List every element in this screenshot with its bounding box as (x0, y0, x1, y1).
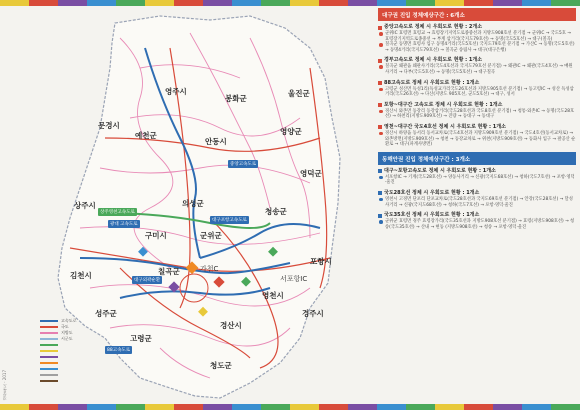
detour-item-head (378, 190, 576, 197)
place-yeongju: 영주시 (165, 87, 187, 96)
legend-swatch (40, 344, 58, 346)
stripe-segment (232, 404, 261, 410)
legend-swatch (40, 350, 58, 352)
map-legend (40, 318, 100, 384)
road-map (10, 8, 375, 403)
detour-route-label: 경산시 와촌면 동강리 동강삼거리(국도28호선과 국도8호선 분기점) → 청통·와촌IC → 동명(국도28호선) → 하천리(지방도909호선) → 진량 → 동대구 → 동대구 (385, 108, 575, 120)
detour-route-text (378, 219, 576, 230)
detour-item (378, 57, 576, 75)
legend-label: 고속도로 (61, 318, 77, 323)
bottom-color-stripe (0, 404, 580, 410)
place-goryeong: 고령군 (130, 334, 152, 343)
route-badge-sangju-yeongcheon: 상주영천고속도로 (100, 210, 135, 215)
detour-route-text (378, 42, 576, 53)
place-yeongdeok: 영덕군 (300, 169, 322, 178)
stripe-segment (29, 404, 58, 410)
place-gunwi: 군위군 (200, 231, 222, 240)
stripe-segment (406, 404, 435, 410)
square-bullet-icon (378, 59, 382, 63)
detour-item-title: 88고속도로 정체 시 우회도로 현황 : 1개소 (384, 79, 480, 86)
place-gyeongsan: 경산시 (220, 321, 242, 330)
circle-bullet-icon (379, 132, 383, 136)
stripe-segment (203, 404, 232, 410)
circle-bullet-icon (379, 32, 383, 36)
stripe-segment (87, 0, 116, 6)
detour-item (378, 190, 576, 208)
legend-swatch (40, 356, 58, 358)
detour-route-text (378, 197, 576, 208)
route-badge-daegu-pohang: 대구포항고속도로 (212, 218, 247, 223)
stripe-segment (261, 0, 290, 6)
place-pohang: 포항시 (310, 257, 332, 266)
legend-label: 국도 (61, 324, 69, 329)
detour-item-head (378, 124, 576, 131)
square-bullet-icon (378, 125, 382, 129)
detour-item-title: 영천~대구간 국도4호선 정체 시 우회도로 현황 : 1개소 (384, 123, 506, 130)
stripe-segment (145, 0, 174, 6)
legend-label: 시군도 (61, 336, 73, 341)
circle-bullet-icon (379, 220, 383, 224)
place-bonghwa: 봉화군 (225, 94, 247, 103)
detour-item-head (378, 168, 576, 175)
place-sangju: 상주시 (74, 201, 96, 210)
square-bullet-icon (378, 26, 382, 30)
place-gimcheon: 김천시 (70, 271, 92, 280)
square-bullet-icon (378, 81, 382, 85)
detour-route-text (378, 175, 576, 186)
detour-route-text (378, 87, 576, 98)
place-uiseong: 의성군 (182, 199, 204, 208)
place-gyeongju: 경주시 (302, 309, 324, 318)
section-daegu-items (378, 24, 576, 148)
place-yecheon: 예천군 (135, 131, 157, 140)
place-seongju: 성주군 (95, 309, 117, 318)
place-gacheon-ic: 가천C (200, 265, 219, 273)
circle-bullet-icon (379, 176, 383, 180)
detour-item-title: 국도28호선 정체 시 우회도로 현황 : 1개소 (384, 189, 480, 196)
legend-swatch (40, 368, 58, 370)
place-seopohang-ic: 서포항IC (280, 275, 308, 283)
side-info-text: 경상북도 · 2017 (2, 370, 7, 400)
stripe-segment (29, 0, 58, 6)
square-bullet-icon (378, 214, 382, 218)
detour-item-title: 대구~포항고속도로 정체 시 우회도로 현황 : 1개소 (384, 167, 496, 174)
route-badge-gwangdae: 광대 고속도로 (110, 222, 138, 227)
stripe-segment (261, 404, 290, 410)
stripe-segment (290, 404, 319, 410)
stripe-segment (348, 0, 377, 6)
route-badge-daegu-outer: 대구외곽순환 (134, 278, 161, 283)
section-daegu-title: 대구권 진입 정체예상구간 : 6개소 (378, 8, 576, 21)
stripe-segment (0, 0, 29, 6)
circle-bullet-icon (379, 198, 383, 202)
stripe-segment (493, 404, 522, 410)
stripe-segment (522, 404, 551, 410)
stripe-segment (290, 0, 319, 6)
place-gumi: 구미시 (145, 231, 167, 240)
place-chilgok: 칠곡군 (158, 267, 180, 276)
circle-bullet-icon (379, 43, 383, 47)
legend-label: 지방도 (61, 330, 73, 335)
stripe-segment (319, 404, 348, 410)
square-bullet-icon (378, 103, 382, 107)
stripe-segment (348, 404, 377, 410)
circle-bullet-icon (379, 88, 383, 92)
stripe-segment (87, 404, 116, 410)
detour-item-head (378, 102, 576, 109)
top-color-stripe (0, 0, 580, 6)
detour-item-title: 포항~대구간 고속도로 정체 시 우회도로 현황 : 1개소 (384, 101, 503, 108)
stripe-segment (319, 0, 348, 6)
stripe-segment (435, 404, 464, 410)
stripe-segment (145, 404, 174, 410)
detour-route-label: 영천시 고경면 단포리 단포교차로(국도28호선과 국지도69호선 분기점) → 안강(국도28호선) → 달성사거리 → 신광(국지도68호선) → 청하(국도7호선) → 포항·영덕·울진 (385, 196, 573, 208)
detour-route-label: 경산시 하양읍 동서리 동서교차로(국도4호선과 지방도909호선 분기점) → 국도4호선(동서교차로) → 와촌방면(지방도909호선) → 청천 → 동강교차로 → 위천(지방도909호선) → 동화사 입구 → 팔공산 순환로 → 대구(파계사방면) (385, 130, 576, 148)
place-cheongsong: 청송군 (265, 207, 287, 216)
stripe-segment (58, 0, 87, 6)
detour-item-title: 중앙고속도로 정체 시 우회도로 현황 : 2개소 (384, 24, 483, 30)
detour-route-label: 칠곡군 동명면 효령사 입구 동명4거리(국도5호선) 국지도79호선 분기점 → 가산C → 동명(국도5호선) → 동명4거리(국지도79호선) → 칠곡군 송림사 → 대구(대구은행) (385, 42, 575, 53)
stripe-segment (551, 404, 580, 410)
section-east-coast-items (378, 168, 576, 231)
detour-item (378, 102, 576, 120)
square-bullet-icon (378, 169, 382, 173)
stripe-segment (174, 404, 203, 410)
detour-item (378, 80, 576, 98)
stripe-segment (435, 0, 464, 6)
stripe-segment (464, 0, 493, 6)
route-badge-88: 88고속도로 (107, 348, 131, 353)
legend-swatch (40, 362, 58, 364)
square-bullet-icon (378, 191, 382, 195)
legend-row (40, 378, 100, 384)
detour-item-head (378, 24, 576, 31)
detour-item (378, 168, 576, 186)
stripe-segment (116, 0, 145, 6)
detour-route-label: 칠곡군 왜관읍 왜관사거리(국도4호선과 국지도79호선 분기점) → 왜관IC → 왜관(국도4호선) → 매원사거리 → 다부(국도5호선) → 동명(국도5호선) → 대구칠곡 (385, 64, 573, 75)
detour-route-text (378, 109, 576, 120)
place-cheongdo: 청도군 (210, 361, 232, 370)
detour-item (378, 124, 576, 148)
place-andong: 안동시 (205, 137, 227, 146)
legend-swatch (40, 332, 58, 334)
place-yeongyang: 영양군 (280, 127, 302, 136)
stripe-segment (116, 404, 145, 410)
stripe-segment (377, 404, 406, 410)
stripe-segment (493, 0, 522, 6)
stripe-segment (203, 0, 232, 6)
stripe-segment (464, 404, 493, 410)
stripe-segment (551, 0, 580, 6)
place-mungyeong: 문경시 (98, 121, 120, 130)
stripe-segment (377, 0, 406, 6)
detour-route-text (378, 64, 576, 75)
place-yeongcheon: 영천시 (262, 291, 284, 300)
detour-item-title: 국도35호선 정체 시 우회도로 현황 : 1개소 (384, 212, 480, 219)
detour-route-label: 군위IC 효령면 효령교 → 효령장기지역도로종중선과 지방도908호선 분기점 → 군위IC → 국도5호 → 효령장기지역도로종중선 → 부계 삼거리(국지도79호선) → 동명(국도5호선) → 대구(칠곡) (385, 31, 571, 42)
legend-swatch (40, 374, 58, 376)
legend-swatch (40, 326, 58, 328)
detour-item-title: 경부고속도로 정체 시 우회도로 현황 : 1개소 (384, 57, 483, 64)
place-uljin: 울진군 (288, 89, 310, 98)
stripe-segment (174, 0, 203, 6)
legend-swatch (40, 338, 58, 340)
stripe-segment (406, 0, 435, 6)
detour-route-label: 군위군 효령면 경주 효령장가리(국도35호선과 지방도908호선 분기점) → 효령(지방도908호선) → 청송(국도35호선) → 산내 → 현동 (지방도908호선) → 청송 → 포항·영덕·울진 (385, 219, 575, 230)
stripe-segment (0, 404, 29, 410)
detour-info-panel (378, 8, 576, 403)
route-badge-jungang: 중앙고속도로 (230, 162, 257, 167)
stripe-segment (232, 0, 261, 6)
detour-item (378, 212, 576, 230)
legend-swatch (40, 380, 58, 382)
detour-route-text (378, 131, 576, 148)
detour-route-text (378, 31, 576, 42)
detour-item-head (378, 80, 576, 87)
stripe-segment (58, 404, 87, 410)
detour-route-label: 서포항IC → 기계(국도28호선) → 양동사거리 → 신광(국지도68호선) → 청하(국도7호선) → 포항·영덕·울진 (385, 174, 575, 186)
stripe-segment (522, 0, 551, 6)
circle-bullet-icon (379, 65, 383, 69)
section-east-coast-title: 동해안권 진입 정체예상구간 : 3개소 (378, 152, 576, 165)
legend-swatch (40, 320, 58, 322)
detour-item (378, 24, 576, 53)
detour-route-label: 고령군 성산면 득성1리(득성교가리국도26호선과 지방도905호선 분기점) → 동고령IC → 성산 득성삼거리(국도26호선) → 다산(지방도 905호선, 군도5호선) → 대구, 성서 (385, 86, 574, 98)
circle-bullet-icon (379, 110, 383, 114)
